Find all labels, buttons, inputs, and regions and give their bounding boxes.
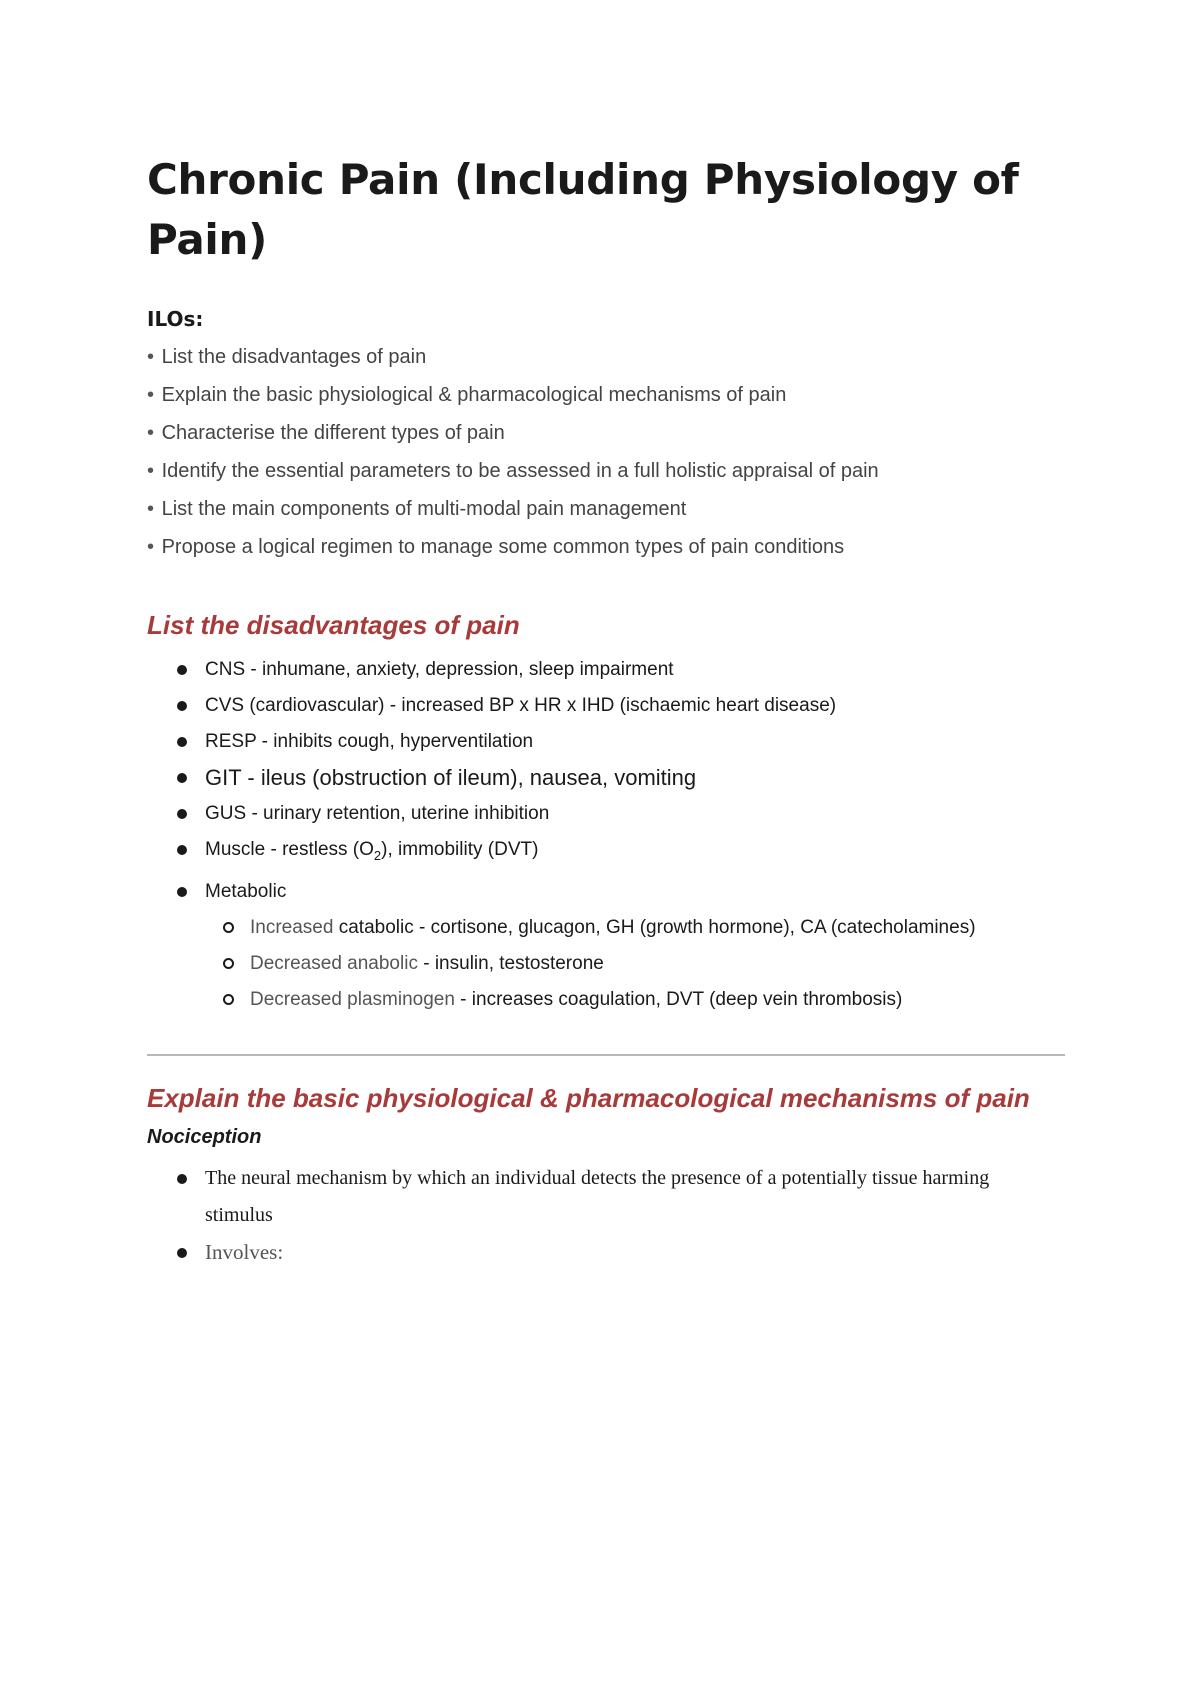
section-heading-mechanisms: Explain the basic physiological & pharmacological mechanisms of pain [147, 1082, 1030, 1113]
bullet-icon [177, 1174, 187, 1184]
bullet-icon [177, 887, 187, 897]
list-item-text: GIT - ileus (obstruction of ileum), nausea, vomiting [205, 765, 697, 790]
sub-list-item [205, 910, 1057, 946]
ilo-text: List the disadvantages of pain [161, 346, 427, 368]
list-item-text: Muscle - restless (O [205, 839, 374, 860]
sub-item-lead: Increased [250, 916, 334, 938]
ilos-label: ILOs: [147, 307, 204, 331]
ilo-text: Explain the basic physiological & pharmacological mechanisms of pain [161, 384, 787, 406]
circle-bullet-icon [223, 958, 234, 969]
circle-bullet-icon [223, 922, 234, 933]
ilo-bullet: • [147, 460, 155, 482]
list-item [147, 760, 1057, 796]
list-item [147, 832, 1057, 874]
list-item [147, 1160, 1057, 1234]
ilo-item [147, 376, 1057, 414]
subheading-nociception: Nociception [147, 1125, 262, 1148]
sub-item-text: - insulin, testosterone [417, 952, 604, 974]
list-item-text: The neural mechanism by which an individual detects the presence of a potentially tissue harming stimulus [205, 1166, 990, 1226]
bullet-icon [177, 665, 187, 675]
ilo-bullet: • [147, 498, 155, 520]
ilo-item [147, 414, 1057, 452]
bullet-icon [177, 845, 187, 855]
sub-item-text: catabolic - cortisone, glucagon, GH (growth hormone), CA (catecholamines) [333, 916, 976, 938]
list-item [147, 652, 1057, 688]
ilo-text: List the main components of multi-modal pain management [161, 498, 687, 520]
document-content [147, 150, 1057, 1271]
list-item-text: Metabolic [205, 880, 287, 902]
list-item-text: GUS - urinary retention, uterine inhibition [205, 803, 550, 824]
sub-item-text: - increases coagulation, DVT (deep vein thrombosis) [454, 988, 903, 1010]
ilo-item [147, 490, 1057, 528]
ilo-bullet: • [147, 346, 155, 368]
ilo-bullet: • [147, 422, 155, 444]
bullet-icon [177, 737, 187, 747]
list-item-text: CNS - inhumane, anxiety, depression, sleep impairment [205, 659, 674, 680]
subscript: 2 [373, 847, 382, 863]
bullet-icon [177, 1248, 187, 1258]
ilo-bullet: • [147, 384, 155, 406]
page-title: Chronic Pain (Including Physiology of Pain) [147, 155, 1019, 264]
list-item-text: ), immobility (DVT) [381, 839, 539, 860]
list-item-text: CVS (cardiovascular) - increased BP x HR x IHD (ischaemic heart disease) [205, 695, 837, 716]
sub-list-item [205, 946, 1057, 982]
list-item [147, 724, 1057, 760]
sub-item-lead: Decreased anabolic [250, 952, 418, 974]
ilo-item [147, 338, 1057, 376]
ilo-text: Identify the essential parameters to be assessed in a full holistic appraisal of pain [161, 460, 879, 482]
list-item [147, 688, 1057, 724]
ilo-bullet: • [147, 536, 155, 558]
ilos-list [147, 338, 1057, 566]
metabolic-sublist [205, 910, 1057, 1018]
list-item-text: RESP - inhibits cough, hyperventilation [205, 731, 534, 752]
disadvantages-list [147, 652, 1057, 1018]
list-item [147, 1234, 1057, 1271]
list-item-text: Involves: [205, 1239, 284, 1264]
ilo-text: Characterise the different types of pain [161, 422, 505, 444]
nociception-list [147, 1160, 1057, 1271]
section-heading-disadvantages: List the disadvantages of pain [147, 610, 520, 640]
ilo-text: Propose a logical regimen to manage some common types of pain conditions [161, 536, 845, 558]
sub-item-lead: Decreased plasminogen [250, 988, 455, 1010]
sub-list-item [205, 982, 1057, 1018]
section-divider [147, 1054, 1065, 1056]
list-item [147, 874, 1057, 1018]
bullet-icon [177, 809, 187, 819]
ilo-item [147, 452, 1057, 490]
bullet-icon [177, 701, 187, 711]
list-item [147, 796, 1057, 832]
ilo-item [147, 528, 1057, 566]
circle-bullet-icon [223, 994, 234, 1005]
bullet-icon [177, 773, 187, 783]
